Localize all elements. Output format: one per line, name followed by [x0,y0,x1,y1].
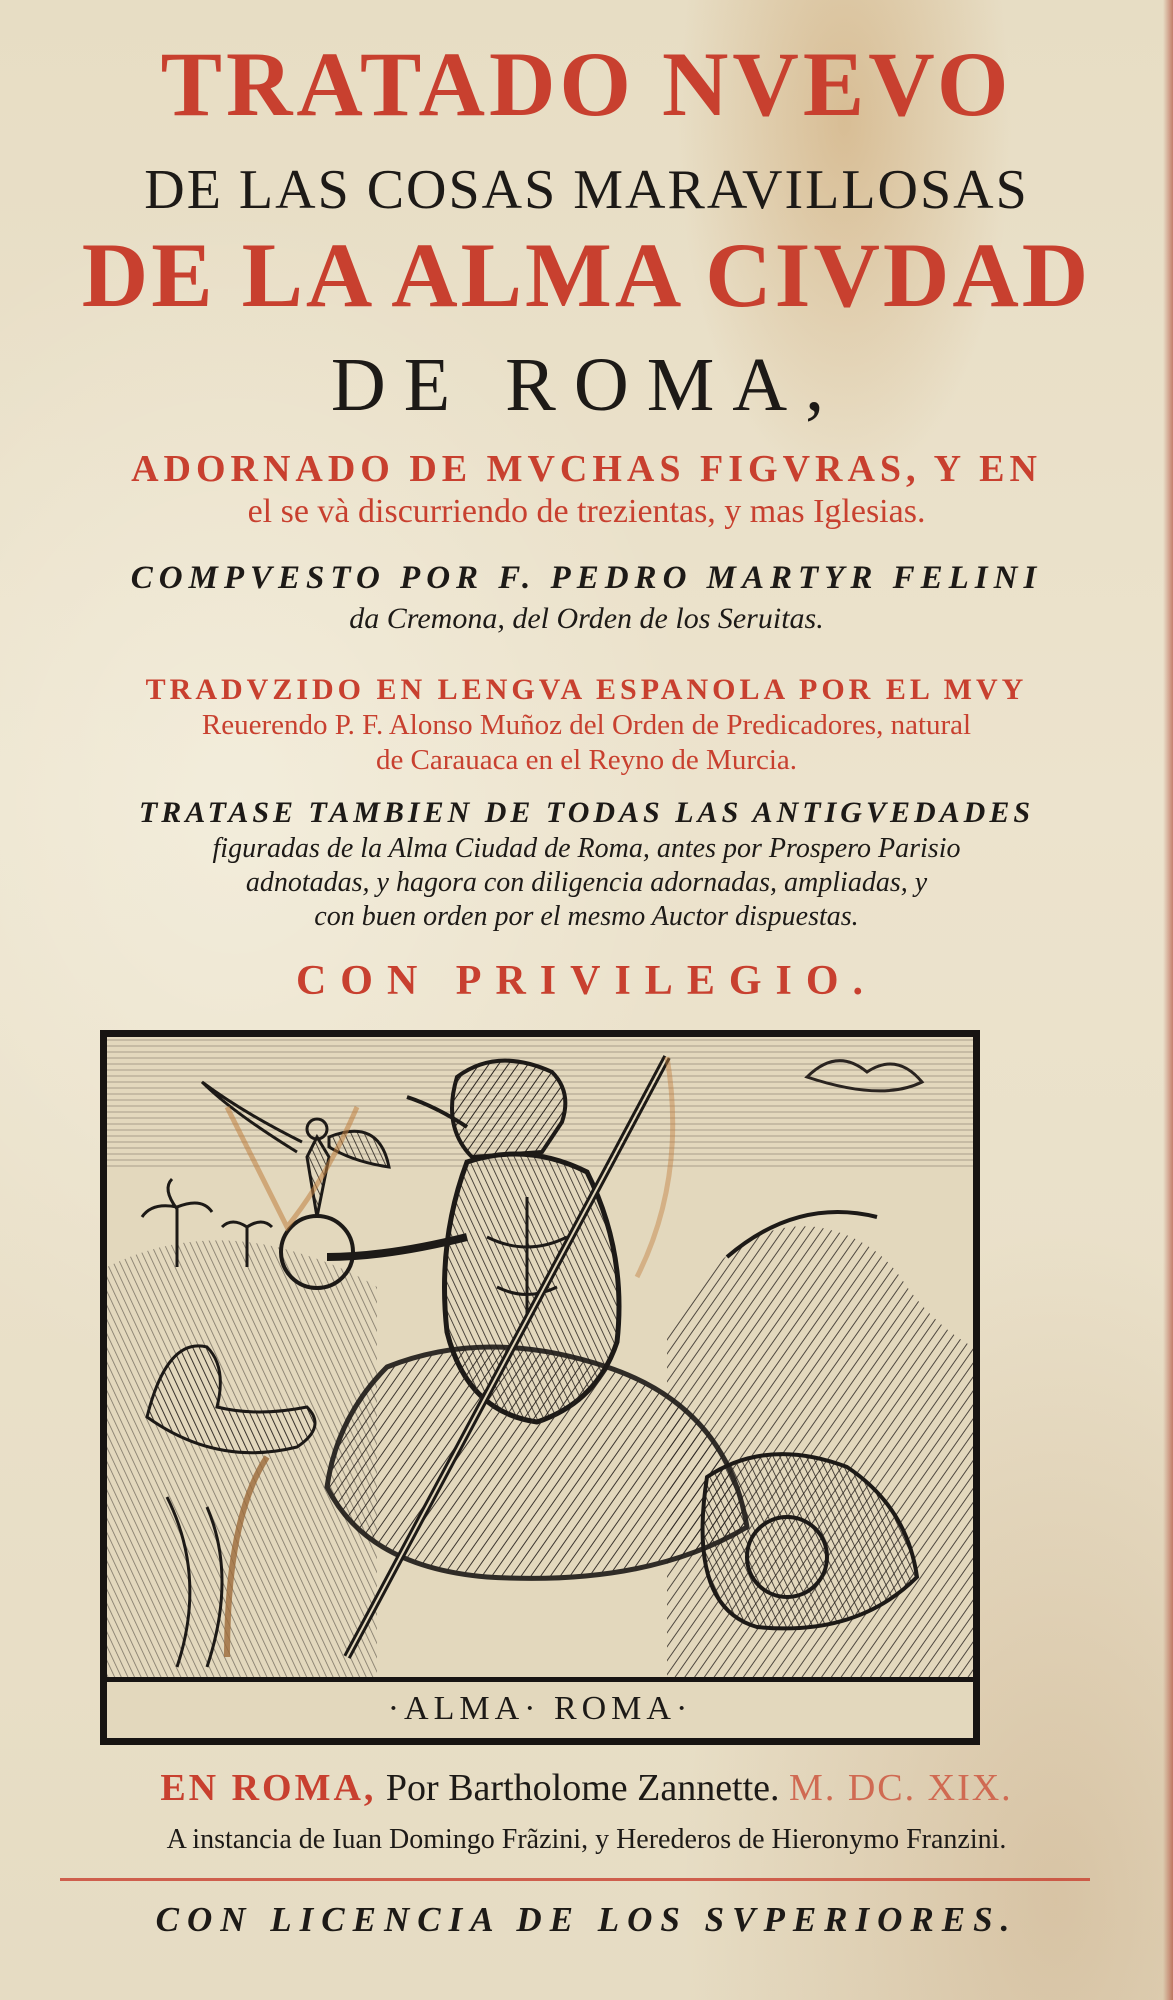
imprint-line-2: A instancia de Iuan Domingo Frãzini, y Herederos de Hieronymo Franzini. [166,1824,1007,1855]
antiquities-line-2: adnotadas, y hagora con diligencia adornadas, ampliadas, y [245,867,928,898]
imprint-place: EN ROMA, [160,1767,377,1809]
imprint-line-1 [0,1765,1173,1811]
title-line-3: DE LA ALMA CIVDAD [81,224,1092,326]
translator-caps: TRADVZIDO EN LENGVA ESPANOLA POR EL MVY [145,673,1028,706]
title-line-2: DE LAS COSAS MARAVILLOSAS [144,159,1029,221]
author-caps: COMPVESTO POR F. PEDRO MARTYR FELINI [130,560,1043,596]
translator-line-2: de Carauaca en el Reyno de Murcia. [375,744,798,776]
privilege-line: CON PRIVILEGIO. [295,958,878,1004]
woodcut-caption: ·ALMA· ROMA· [107,1677,973,1738]
imprint-year: M. DC. XIX. [789,1767,1013,1809]
author-line: da Cremona, del Orden de los Seruitas. [349,602,824,635]
translator-line-1: Reuerendo P. F. Alonso Muñoz del Orden de Predicadores, natural [201,709,972,741]
antiquities-line-3: con buen orden por el mesmo Auctor dispuestas. [314,901,859,932]
imprint-printer: Por Bartholome Zannette. [385,1767,780,1809]
antiquities-caps: TRATASE TAMBIEN DE TODAS LAS ANTIGVEDADES [138,796,1035,829]
red-rule [60,1878,1090,1881]
title-line-1: TRATADO NVEVO [160,33,1013,135]
roma-woodcut-image [107,1037,973,1677]
subtitle-caps: ADORNADO DE MVCHAS FIGVRAS, Y EN [131,448,1042,490]
woodcut-illustration [100,1030,980,1745]
licence-line: CON LICENCIA DE LOS SVPERIORES. [155,1900,1018,1939]
title-line-4: DE ROMA, [330,343,843,427]
antiquities-line-1: figuradas de la Alma Ciudad de Roma, antes por Prospero Parisio [212,833,961,864]
subtitle-line: el se và discurriendo de trezientas, y mas Iglesias. [247,493,926,530]
